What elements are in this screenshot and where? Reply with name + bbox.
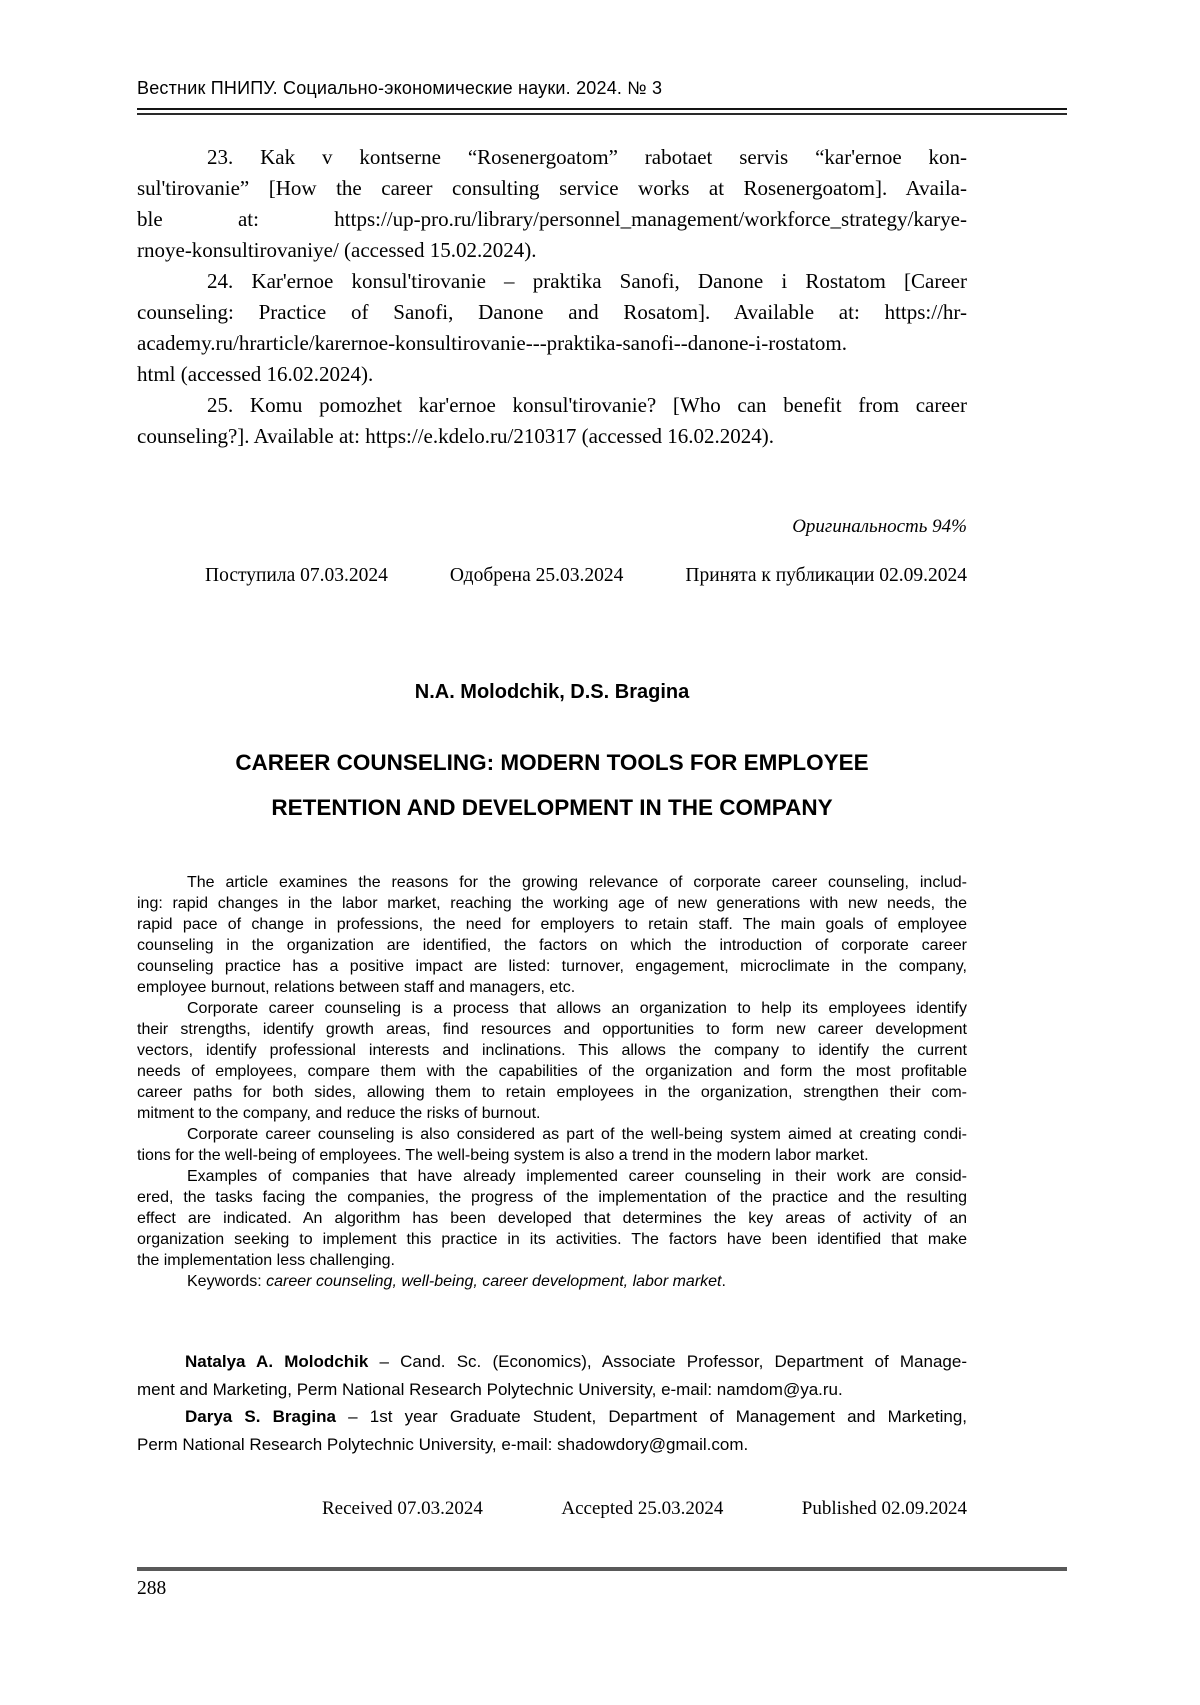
abstract-paragraph-3: Corporate career counseling is also considered as part of the well-being system aimed at creating condi- tions for the well-being of employees. The well-being system is also a trend in the modern labor market.	[137, 1126, 967, 1164]
author-info-section	[137, 1348, 967, 1458]
footer-rule	[137, 1567, 1067, 1571]
date-received-ru: Поступила 07.03.2024	[205, 565, 388, 586]
abstract-section	[137, 872, 967, 1292]
abstract-paragraph-1: The article examines the reasons for the growing relevance of corporate career counseling, includ- ing: rapid changes in the labor market, reaching the working age of new generations with new needs, the rapid pace of change in professions, the need for employers to retain staff. The main goals of employee counseling in the organization are identified, the factors on which the introduction of corporate career counseling practice has a positive impact are listed: turnover, engagement, microclimate in the company, employee burnout, relations between staff and managers, etc.	[137, 874, 967, 996]
page-number: 288	[137, 1578, 167, 1599]
article-title-line2: RETENTION AND DEVELOPMENT IN THE COMPANY	[271, 795, 833, 820]
abstract-paragraph-4: Examples of companies that have already implemented career counseling in their work are consid- ered, the tasks facing the companies, the progress of the implementation of the practice and the resulting effect are indicated. An algorithm has been developed that determines the key areas of activity of an organization seeking to implement this practice in its activities. The factors have been identified that make the implementation less challenging.	[137, 1168, 967, 1269]
keywords-line: Keywords: career counseling, well-being, career development, labor market.	[187, 1273, 726, 1290]
author-info-molodchik: Natalya A. Molodchik – Cand. Sc. (Economics), Associate Professor, Department of Manage- ment and Marketing, Perm National Research Polytechnic University, e-mail: namdom@ya.ru.	[137, 1352, 967, 1399]
header-double-rule	[137, 108, 1067, 115]
abstract-paragraph-2: Corporate career counseling is a process that allows an organization to help its employees identify their strengths, identify growth areas, find resources and opportunities to form new career development vectors, identify professional interests and inclinations. This allows the company to identify the current needs of employees, compare them with the capabilities of the organization and form the most profitable career paths for both sides, allowing them to retain employees in the organization, strengthen their com- mitment to the company, and reduce the risks of burnout.	[137, 1000, 967, 1122]
date-approved-ru: Одобрена 25.03.2024	[449, 565, 624, 586]
article-title-line1: CAREER COUNSELING: MODERN TOOLS FOR EMPLOYEE	[235, 750, 869, 775]
date-accepted-en: Accepted 25.03.2024	[561, 1498, 724, 1519]
date-accepted-ru: Принята к публикации 02.09.2024	[685, 565, 967, 586]
reference-24: 24. Kar'ernoe konsul'tirovanie – praktika Sanofi, Danone i Rostatom [Career counseling: Practice of Sanofi, Danone and Rosatom]. Available at: https://hr- academy.ru/hrarticle/karernoe-konsultirovanie---praktika-sanofi--danone-i-rostatom. html (accessed 16.02.2024).	[137, 269, 967, 386]
date-received-en: Received 07.03.2024	[322, 1498, 483, 1519]
references-section	[137, 142, 967, 452]
authors-line: N.A. Molodchik, D.S. Bragina	[414, 681, 690, 703]
reference-23: 23. Kak v kontserne “Rosenergoatom” rabotaet servis “kar'ernoe kon- sul'tirovanie” [How the career consulting service works at Rosenergoatom]. Availa- ble at: https://up-pro.ru/library/personnel_management/workforce_strategy/karye- rnoye-konsultirovaniye/ (accessed 15.02.2024).	[137, 145, 967, 262]
date-published-en: Published 02.09.2024	[801, 1498, 967, 1519]
originality-note: Оригинальность 94%	[792, 516, 967, 537]
reference-25: 25. Komu pomozhet kar'ernoe konsul'tirovanie? [Who can benefit from career counseling?]. Available at: https://e.kdelo.ru/210317 (accessed 16.02.2024).	[137, 393, 967, 448]
journal-header: Вестник ПНИПУ. Социально-экономические науки. 2024. № 3	[137, 78, 663, 98]
author-info-bragina: Darya S. Bragina – 1st year Graduate Student, Department of Management and Marketing, Perm National Research Polytechnic University, e-mail: shadowdory@gmail.com.	[137, 1407, 967, 1454]
submission-dates-ru	[137, 565, 967, 587]
article-title	[137, 740, 967, 830]
publication-dates-en	[137, 1498, 967, 1520]
